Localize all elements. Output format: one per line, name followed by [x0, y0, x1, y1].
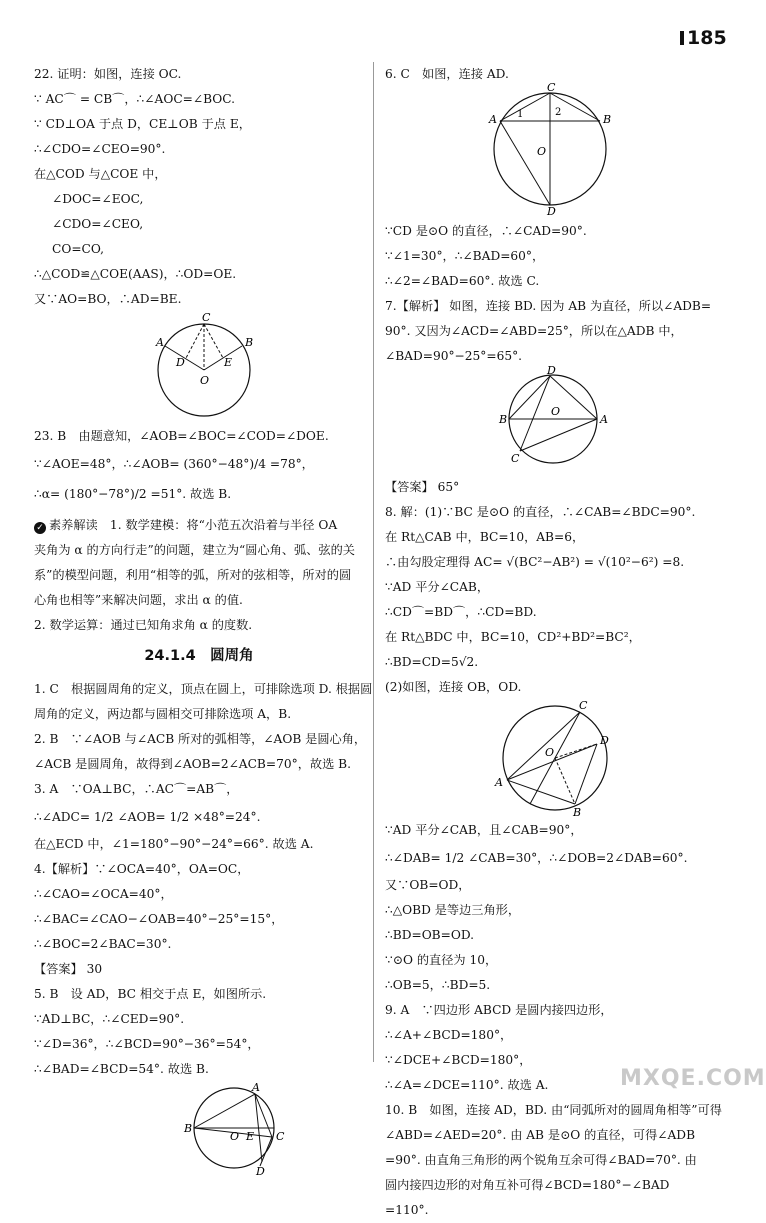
q8-line: ∴BD=OB=OD. — [385, 928, 475, 942]
q7 — [385, 294, 720, 369]
literacy-line: 系”的模型问题，利用“相等的弧，所对的弦相等，所对的圆 — [34, 568, 352, 582]
label-D: D — [176, 356, 185, 369]
label-D: D — [547, 205, 556, 218]
q23-line: 23. B 由题意知，∠AOB=∠BOC=∠COD=∠DOE. — [34, 429, 329, 443]
q9-line: ∵∠DCE+∠BCD=180°， — [385, 1053, 532, 1067]
q22-line: 又∵AO=BO，∴AD=BE. — [34, 292, 182, 306]
q22-line: 在△COD 与△COE 中， — [34, 167, 167, 181]
q6-line: ∵CD 是⊙O 的直径，∴∠CAD=90°. — [385, 224, 587, 238]
q8-line: 在 Rt△CAB 中，BC=10，AB=6， — [385, 530, 585, 544]
label-2: 2 — [555, 107, 562, 118]
literacy-line: 心角也相等”来解决问题，求出 α 的值. — [34, 593, 243, 607]
q23 — [34, 424, 364, 509]
q23-line: ∴α= (180°−78°)/2 =51°. 故选 B. — [34, 487, 232, 501]
q10-line: =110°. — [385, 1203, 429, 1217]
q22-line: CO=CO, — [52, 242, 105, 256]
label-E: E — [224, 356, 233, 369]
answer-line: 周角的定义，两边都与圆相交可排除选项 A，B. — [34, 707, 292, 721]
q8-line: ∴OB=5，∴BD=5. — [385, 978, 491, 992]
label-A: A — [489, 113, 497, 126]
q8-line: ∴∠DAB= 1/2 ∠CAB=30°，∴∠DOB=2∠DAB=60°. — [385, 851, 688, 865]
q23-line: ∵∠AOE=48°，∴∠AOB= (360°−48°)/4 =78°， — [34, 457, 314, 471]
q10-line: 10. B 如图，连接 AD，BD. 由“同弧所对的圆周角相等”可得 — [385, 1103, 722, 1117]
column-divider — [373, 62, 374, 1062]
label-B: B — [573, 806, 582, 819]
label-C: C — [276, 1130, 285, 1143]
answer-line: ∴∠ADC= 1/2 ∠AOB= 1/2 ×48°=24°. — [34, 810, 261, 824]
label-O: O — [200, 374, 210, 387]
q7-line: 90°. 又因为∠ACD=∠ABD=25°，所以在△ADB 中， — [385, 324, 683, 338]
label-A: A — [252, 1081, 260, 1094]
label-C: C — [579, 699, 588, 712]
q22-line: ∠CDO=∠CEO, — [52, 217, 144, 231]
answer-line: ∴∠BOC=2∠BAC=30°. — [34, 937, 172, 951]
label-D: D — [547, 364, 556, 377]
label-C: C — [547, 81, 556, 94]
figure-q7 — [385, 364, 720, 469]
answer-line: ∴∠BAD=∠BCD=54°. 故选 B. — [34, 1062, 209, 1076]
answer-line: ∵AD⊥BC，∴∠CED=90°. — [34, 1012, 185, 1026]
answer-line: 【答案】 30 — [34, 962, 103, 976]
figure-q8 — [385, 700, 720, 818]
q10-line: 圆内接四边形的对角互补可得∠BCD=180°−∠BAD — [385, 1178, 670, 1192]
answer-line: ∴∠CAO=∠OCA=40°， — [34, 887, 173, 901]
q8-line: 在 Rt△BDC 中，BC=10，CD²+BD²=BC²， — [385, 630, 641, 644]
q22-line: ∵ AC⌒ = CB⌒，∴∠AOC=∠BOC. — [34, 92, 236, 106]
q7-answer: 【答案】 65° — [385, 480, 460, 494]
label-A: A — [156, 336, 164, 349]
q10-line: ∠ABD=∠AED=20°. 由 AB 是⊙O 的直径，可得∠ADB — [385, 1128, 696, 1142]
q8-line: ∴△OBD 是等边三角形， — [385, 903, 521, 917]
q8-line: ∴BD=CD=5√2. — [385, 655, 479, 669]
label-A: A — [495, 776, 503, 789]
answer-line: 2. B ∵∠AOB 与∠ACB 所对的弧相等，∠AOB 是圆心角， — [34, 732, 367, 746]
q22-line: 22. 证明：如图，连接 OC. — [34, 67, 182, 81]
q8-line: ∵AD 平分∠CAB， — [385, 580, 490, 594]
answer-line: 在△ECD 中，∠1=180°−90°−24°=66°. 故选 A. — [34, 837, 314, 851]
label-D: D — [256, 1165, 265, 1178]
answer-line: 5. B 设 AD，BC 相交于点 E，如图所示. — [34, 987, 267, 1001]
left-column — [34, 62, 373, 1178]
q10 — [385, 1098, 720, 1223]
right-column — [385, 62, 720, 1223]
answer-line: ∵∠D=36°，∴∠BCD=90°−36°=54°， — [34, 1037, 260, 1051]
label-B: B — [184, 1122, 193, 1135]
label-1: 1 — [517, 109, 524, 120]
answer-line: 3. A ∵OA⊥BC，∴AC⌒=AB⌒， — [34, 782, 239, 796]
watermark: MXQE.COM — [620, 1066, 766, 1091]
q7-line: 7.【解析】 如图，连接 BD. 因为 AB 为直径，所以∠ADB= — [385, 299, 712, 313]
q8-line: ∵AD 平分∠CAB，且∠CAB=90°， — [385, 823, 583, 837]
label-B: B — [603, 113, 612, 126]
q7-line: ∠BAD=90°−25°=65°. — [385, 349, 523, 363]
literacy-line: 2. 数学运算：通过已知角求角 α 的度数. — [34, 618, 253, 632]
label-B: B — [245, 336, 254, 349]
check-icon: ✓ — [34, 522, 46, 534]
label-O: O — [537, 145, 547, 158]
q1-to-q5 — [34, 677, 373, 1082]
q22-line: ∴△COD≌△COE(AAS)，∴OD=OE. — [34, 267, 237, 281]
label-O: O — [230, 1130, 240, 1143]
q8-line: 又∵OB=OD， — [385, 878, 471, 892]
q22 — [34, 62, 364, 312]
q10-line: =90°. 由直角三角形的两个锐角互余可得∠BAD=70°. 由 — [385, 1153, 697, 1167]
q9-line: ∴∠A+∠BCD=180°， — [385, 1028, 513, 1042]
q8-line: 8. 解：(1)∵BC 是⊙O 的直径，∴∠CAB=∠BDC=90°. — [385, 505, 696, 519]
label-B: B — [499, 413, 508, 426]
label-C: C — [202, 311, 211, 324]
label-A: A — [600, 413, 608, 426]
answer-line: ∠ACB 是圆周角，故得到∠AOB=2∠ACB=70°，故选 B. — [34, 757, 351, 771]
q8-line: (2)如图，连接 OB，OD. — [385, 680, 522, 694]
q8-line: ∴由勾股定理得 AC= √(BC²−AB²) = √(10²−6²) =8. — [385, 555, 685, 569]
q8 — [385, 500, 720, 700]
q22-line: ∴∠CDO=∠CEO=90°. — [34, 142, 166, 156]
label-D: D — [600, 734, 609, 747]
label-C: C — [511, 452, 520, 465]
figure-q22 — [34, 312, 364, 422]
q22-line: ∠DOC=∠EOC, — [52, 192, 144, 206]
answer-line: 4.【解析】∵∠OCA=40°，OA=OC， — [34, 862, 250, 876]
label-O: O — [545, 746, 555, 759]
literacy-line: 夹角为 α 的方向行走”的问题，建立为“圆心角、弧、弦的关 — [34, 543, 355, 557]
q6-line: ∵∠1=30°，∴∠BAD=60°， — [385, 249, 545, 263]
q9-line: ∴∠A=∠DCE=110°. 故选 A. — [385, 1078, 549, 1092]
q8-line: ∵⊙O 的直径为 10， — [385, 953, 498, 967]
q6-line: 6. C 如图，连接 AD. — [385, 67, 509, 81]
label-O: O — [551, 405, 561, 418]
section-title: 24.1.4 圆周角 — [144, 648, 254, 664]
literacy-line: 素养解读 1. 数学建模：将“小范五次沿着与半径 OA — [49, 518, 338, 532]
figure-q6 — [385, 81, 720, 218]
page-number: 185 — [680, 26, 727, 51]
literacy-note — [34, 513, 364, 638]
figure-q5 — [34, 1082, 364, 1177]
label-E: E — [246, 1130, 255, 1143]
answer-line: 1. C 根据圆周角的定义，顶点在圆上，可排除选项 D. 根据圆 — [34, 682, 373, 696]
answer-line: ∴∠BAC=∠CAO−∠OAB=40°−25°=15°， — [34, 912, 284, 926]
q22-line: ∵ CD⊥OA 于点 D，CE⊥OB 于点 E， — [34, 117, 251, 131]
q9-line: 9. A ∵四边形 ABCD 是圆内接四边形， — [385, 1003, 613, 1017]
q8-line: ∴CD⌒=BD⌒，∴CD=BD. — [385, 605, 537, 619]
q6-line: ∴∠2=∠BAD=60°. 故选 C. — [385, 274, 540, 288]
